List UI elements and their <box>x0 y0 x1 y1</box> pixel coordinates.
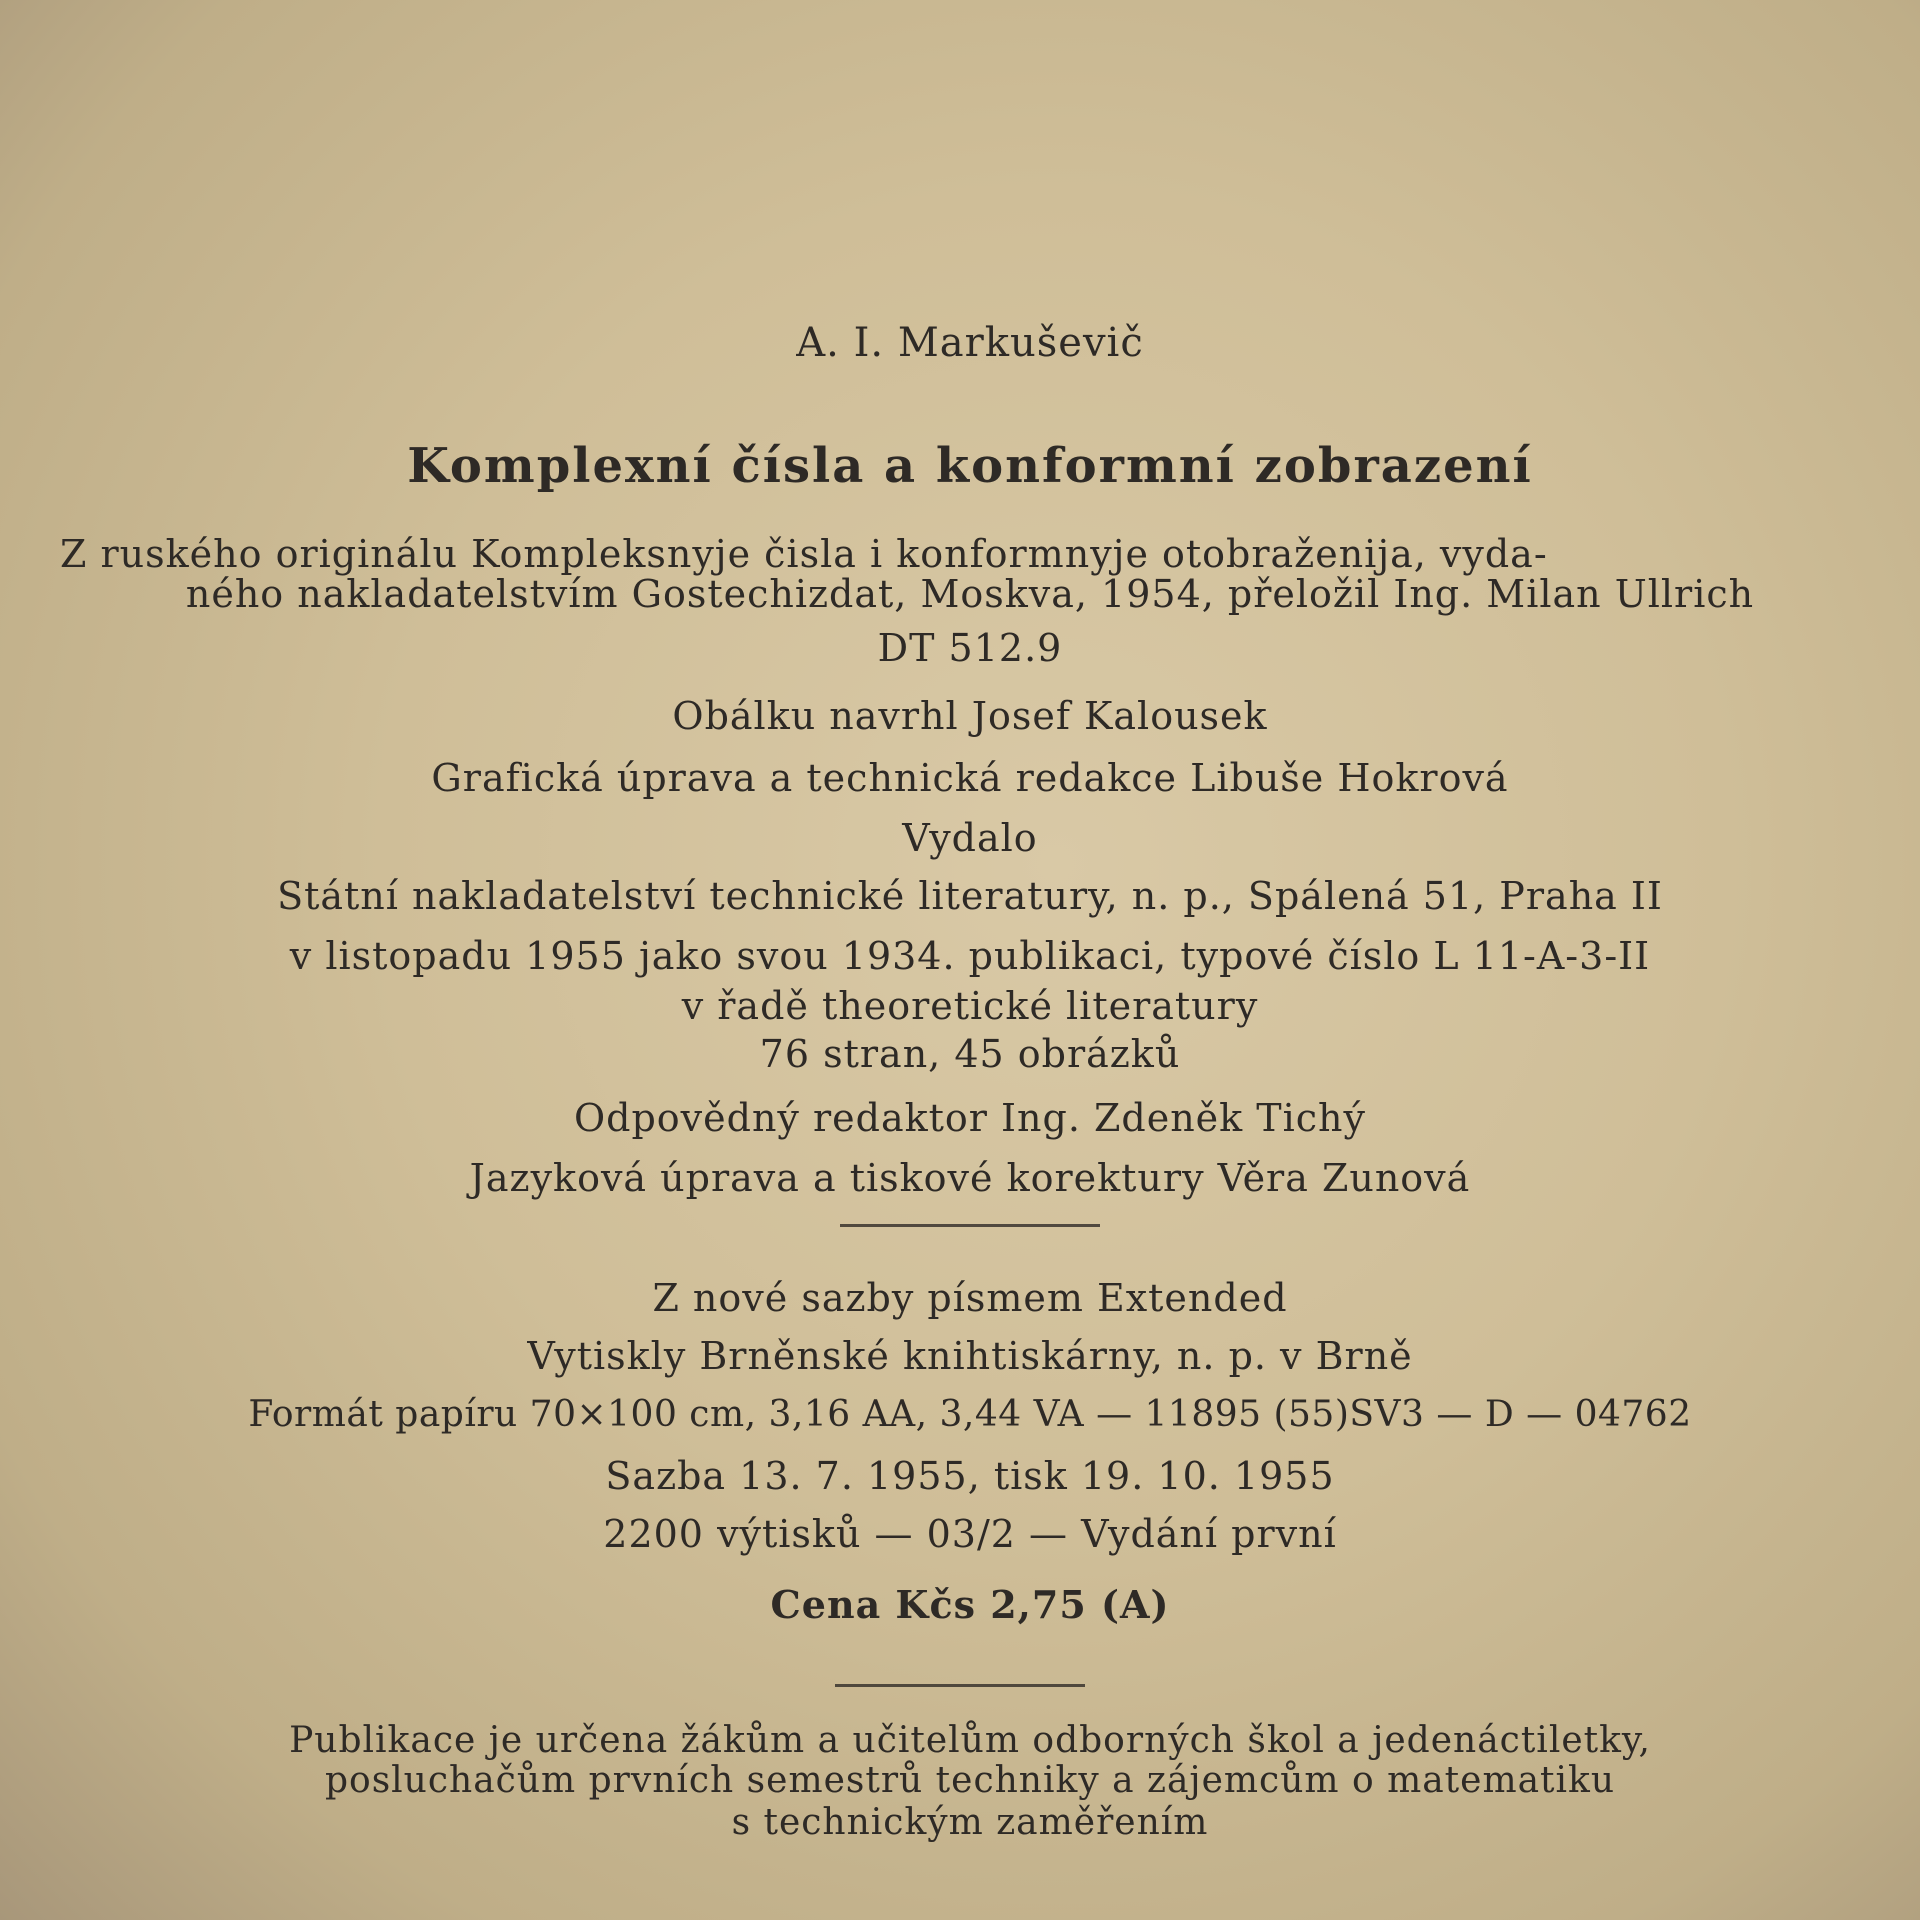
author: A. I. Markuševič <box>796 320 1144 366</box>
price: Cena Kčs 2,75 (A) <box>770 1582 1170 1627</box>
divider-rule <box>840 1224 1100 1227</box>
audience-line-2: posluchačům prvních semestrů techniky a zájemcům o matematiku <box>324 1760 1616 1801</box>
paper-format: Formát papíru 70×100 cm, 3,16 AA, 3,44 VA — 11895 (55)SV3 — D — 04762 <box>248 1394 1692 1435</box>
language-editing: Jazyková úprava a tiskové korektury Věra Zunová <box>469 1156 1471 1200</box>
translation-line-1: Z ruského originálu Kompleksnyje čisla i konformnyje otobraženija, vyda- <box>60 532 1548 576</box>
audience-line-3: s technickým zaměřením <box>731 1802 1209 1843</box>
typesetting: Z nové sazby písmem Extended <box>652 1276 1288 1320</box>
page-count: 76 stran, 45 obrázků <box>759 1032 1181 1076</box>
printer: Vytiskly Brněnské knihtiskárny, n. p. v Brně <box>527 1334 1413 1378</box>
book-title: Komplexní čísla a konformní zobrazení <box>407 438 1533 494</box>
divider-rule <box>835 1684 1085 1687</box>
responsible-editor: Odpovědný redaktor Ing. Zdeněk Tichý <box>573 1096 1366 1140</box>
audience-line-1: Publikace je určena žákům a učitelům odborných škol a jedenáctiletky, <box>289 1720 1651 1761</box>
translation-line-2: ného nakladatelstvím Gostechizdat, Moskva, 1954, přeložil Ing. Milan Ullrich <box>185 572 1755 616</box>
cover-designer: Obálku navrhl Josef Kalousek <box>672 694 1268 738</box>
publisher: Státní nakladatelství technické literatury, n. p., Spálená 51, Praha II <box>277 874 1663 918</box>
series: v řadě theoretické literatury <box>681 984 1259 1028</box>
imprint-page <box>60 320 1900 1880</box>
publication-date: v listopadu 1955 jako svou 1934. publikaci, typové číslo L 11-A-3-II <box>289 934 1651 978</box>
published-by-label: Vydalo <box>902 816 1038 860</box>
copies-edition: 2200 výtisků — 03/2 — Vydání první <box>603 1512 1337 1556</box>
print-dates: Sazba 13. 7. 1955, tisk 19. 10. 1955 <box>605 1454 1335 1498</box>
dt-classification: DT 512.9 <box>877 626 1063 670</box>
graphic-design-credit: Grafická úprava a technická redakce Libuše Hokrová <box>431 756 1509 800</box>
